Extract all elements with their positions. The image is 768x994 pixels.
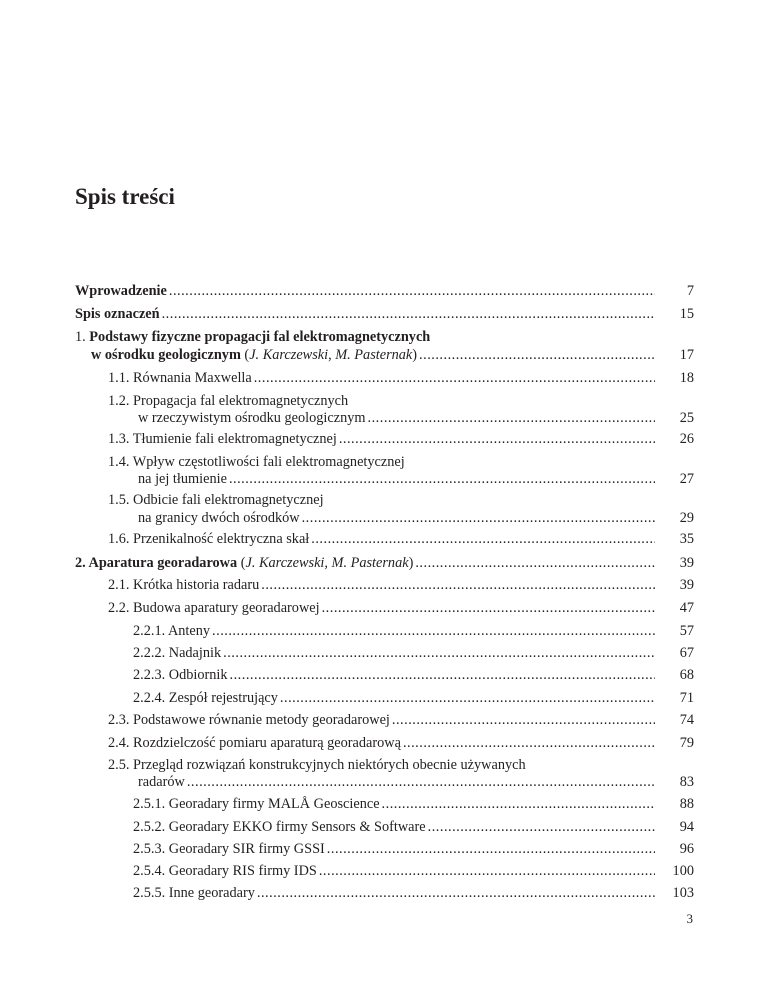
toc-page-number: 15 xyxy=(679,306,694,322)
dot-leader xyxy=(261,575,655,595)
toc-page-number: 27 xyxy=(679,471,694,487)
toc-entry-1-1: 1.1. Równania Maxwella ..... 18 xyxy=(0,368,768,388)
toc-entry-2-5: radarów ..... 83 xyxy=(0,772,768,792)
toc-entry-symbols xyxy=(0,304,768,324)
toc-entry-2-2-2: 2.2.2. Nadajnik ..... 67 xyxy=(0,643,768,663)
toc-entry-2-5-3: 2.5.3. Georadary SIR firmy GSSI ..... 96 xyxy=(0,839,768,859)
chapter-title: Podstawy fizyczne propagacji fal elektromagnetycznych xyxy=(89,329,431,345)
toc-entry-1-2-line1: 1.2. Propagacja fal elektromagnetycznych xyxy=(108,393,349,409)
page-number: 3 xyxy=(686,911,693,926)
author: J. Karczewski xyxy=(245,555,325,571)
dot-leader xyxy=(229,469,655,489)
toc-entry-2-2-1: 2.2.1. Anteny ..... 57 xyxy=(0,621,768,641)
dot-leader xyxy=(302,508,655,528)
toc-entry-2-2-3: 2.2.3. Odbiornik ..... 68 xyxy=(0,665,768,685)
dot-leader xyxy=(169,281,655,301)
toc-entry-2-5-1: 2.5.1. Georadary firmy MALÅ Geoscience ..... 88 xyxy=(0,794,768,814)
dot-leader xyxy=(162,304,655,324)
toc-entry-1-6: 1.6. Przenikalność elektryczna skał ..... 35 xyxy=(0,529,768,549)
dot-leader xyxy=(230,665,655,685)
toc-page-number: 57 xyxy=(679,623,694,639)
toc-page-number: 29 xyxy=(679,510,694,526)
toc-entry-2-3: 2.3. Podstawowe równanie metody georadarowej ..... 74 xyxy=(0,710,768,730)
toc-chapter-2: 2. Aparatura georadarowa (J. Karczewski, M. Pasternak) ..... 39 xyxy=(0,553,768,573)
dot-leader xyxy=(368,408,655,428)
toc-page-number: 39 xyxy=(679,555,694,571)
chapter-number: 1. xyxy=(75,329,90,345)
toc-page-number: 68 xyxy=(679,667,694,683)
dot-leader xyxy=(403,733,655,753)
toc-entry-label: Wprowadzenie xyxy=(75,283,167,299)
toc-entry-2-5-2: 2.5.2. Georadary EKKO firmy Sensors & Software ..... 94 xyxy=(0,817,768,837)
toc-page-number: 74 xyxy=(679,712,694,728)
toc-page-number: 103 xyxy=(672,885,694,901)
toc-entry-1-2: w rzeczywistym ośrodku geologicznym ..... 25 xyxy=(0,408,768,428)
chapter-title-line2: w ośrodku geologicznym (J. Karczewski, M. Pasternak) xyxy=(91,347,418,363)
toc-entry-1-3: 1.3. Tłumienie fali elektromagnetycznej ..... 26 xyxy=(0,429,768,449)
chapter-title: 2. Aparatura georadarowa xyxy=(75,555,238,571)
toc-page-number: 94 xyxy=(679,819,694,835)
toc-page-number: 67 xyxy=(679,645,694,661)
toc-page-number: 25 xyxy=(679,410,694,426)
dot-leader xyxy=(212,621,655,641)
toc-entry-1-4-line1: 1.4. Wpływ częstotliwości fali elektromagnetycznej xyxy=(108,454,405,470)
toc-page-number: 18 xyxy=(679,370,694,386)
author: M. Pasternak xyxy=(331,555,409,571)
dot-leader xyxy=(223,643,655,663)
toc-page-number: 83 xyxy=(679,774,694,790)
toc-entry-2-2: 2.2. Budowa aparatury georadarowej ..... 47 xyxy=(0,598,768,618)
author: J. Karczewski xyxy=(249,347,329,363)
dot-leader xyxy=(327,839,655,859)
toc-entry-2-2-4: 2.2.4. Zespół rejestrujący ..... 71 xyxy=(0,688,768,708)
toc-page-number: 96 xyxy=(679,841,694,857)
toc-entry-1-4: na jej tłumienie ..... 27 xyxy=(0,469,768,489)
toc-page-number: 26 xyxy=(679,431,694,447)
dot-leader xyxy=(392,710,655,730)
dot-leader xyxy=(419,345,655,365)
toc-page-number: 35 xyxy=(679,531,694,547)
toc-entry-2-5-5: 2.5.5. Inne georadary ..... 103 xyxy=(0,883,768,903)
toc-entry-2-4: 2.4. Rozdzielczość pomiaru aparaturą georadarową ..... 79 xyxy=(0,733,768,753)
toc-entry-1-5: na granicy dwóch ośrodków ..... 29 xyxy=(0,508,768,528)
toc-page-number: 39 xyxy=(679,577,694,593)
author: M. Pasternak xyxy=(335,347,413,363)
toc-entry-2-5-line1: 2.5. Przegląd rozwiązań konstrukcyjnych niektórych obecnie używanych xyxy=(108,757,526,773)
toc-page-number: 100 xyxy=(672,863,694,879)
dot-leader xyxy=(257,883,655,903)
dot-leader xyxy=(311,529,655,549)
toc-page-number: 7 xyxy=(686,283,694,299)
toc-entry-2-5-4: 2.5.4. Georadary RIS firmy IDS ..... 100 xyxy=(0,861,768,881)
toc-entry-intro xyxy=(0,281,768,301)
dot-leader xyxy=(187,772,655,792)
toc-entry-2-1: 2.1. Krótka historia radaru ..... 39 xyxy=(0,575,768,595)
toc-page-number: 17 xyxy=(679,347,694,363)
toc-page-number: 88 xyxy=(679,796,694,812)
toc-page-number: 71 xyxy=(679,690,694,706)
dot-leader xyxy=(319,861,655,881)
dot-leader xyxy=(415,553,655,573)
toc-entry-1-5-line1: 1.5. Odbicie fali elektromagnetycznej xyxy=(108,492,324,508)
toc-chapter-1-line1 xyxy=(75,327,430,347)
dot-leader xyxy=(339,429,655,449)
toc-chapter-1 xyxy=(0,345,768,365)
toc-page-number: 79 xyxy=(679,735,694,751)
dot-leader xyxy=(382,794,655,814)
dot-leader xyxy=(428,817,655,837)
toc-entry-label: Spis oznaczeń xyxy=(75,306,160,322)
dot-leader xyxy=(280,688,655,708)
dot-leader xyxy=(322,598,655,618)
toc-page-number: 47 xyxy=(679,600,694,616)
dot-leader xyxy=(254,368,655,388)
page-title: Spis treści xyxy=(75,184,175,209)
